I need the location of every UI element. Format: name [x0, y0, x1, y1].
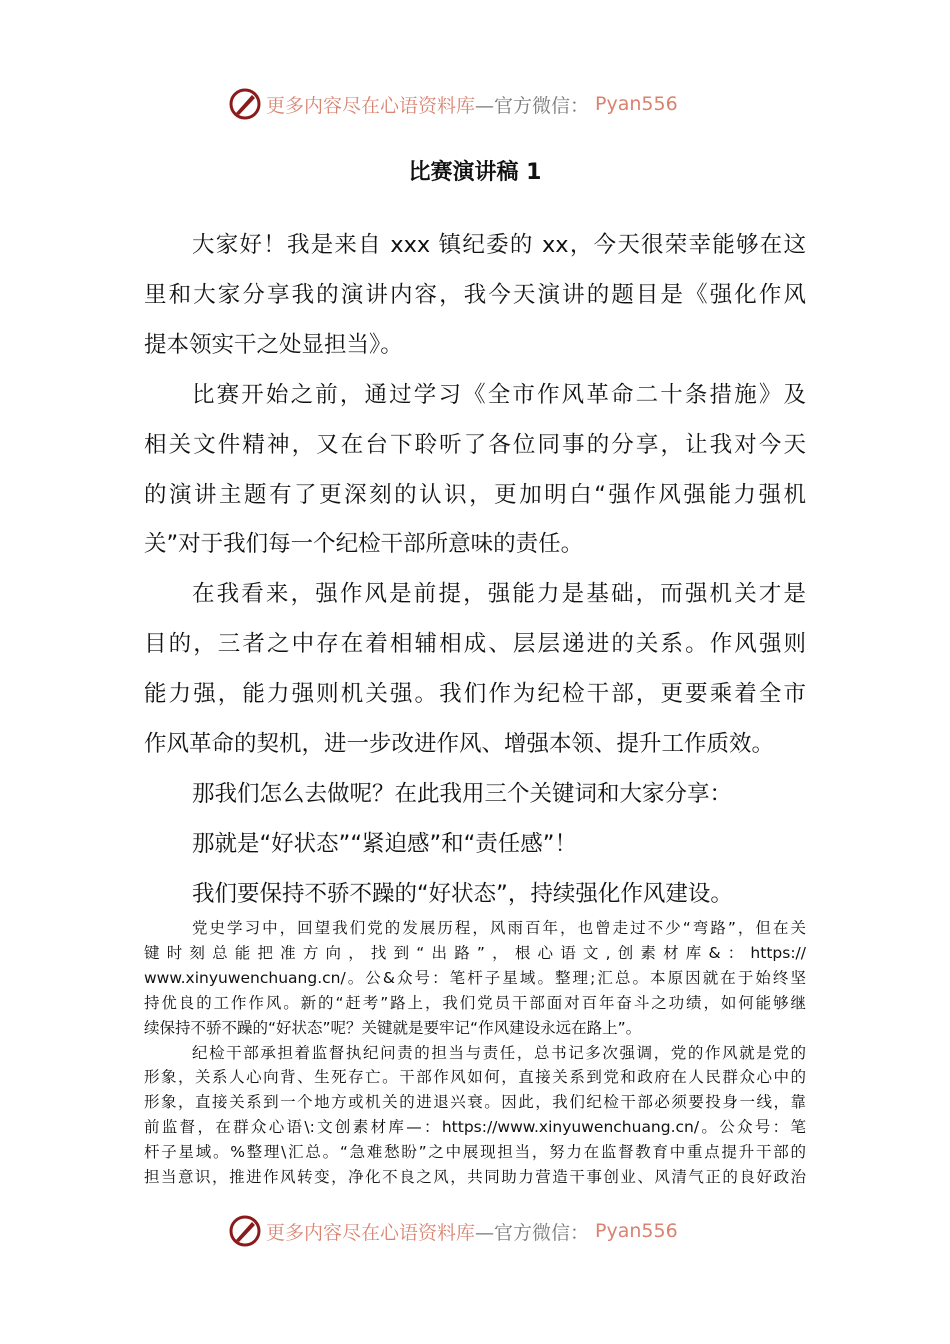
header-watermark — [228, 86, 678, 122]
pen-logo-icon — [228, 1214, 262, 1248]
watermark-wechat-id: Pyan556 — [595, 93, 678, 115]
text-line: 能力强，能力强则机关强。我们作为纪检干部，更要乘着全市 — [144, 681, 806, 708]
text-line: 杆子星域。%整理\汇总。“急难愁盼”之中展现担当，努力在监督教育中重点提升干部的 — [144, 1143, 806, 1162]
text-line: 我们要保持不骄不躁的“好状态”，持续强化作风建设。 — [192, 880, 733, 907]
text-line: 在我看来，强作风是前提，强能力是基础，而强机关才是 — [192, 581, 806, 608]
text-line: 里和大家分享我的演讲内容，我今天演讲的题目是《强化作风 — [144, 281, 806, 308]
text-line: 键时刻总能把准方向，找到“出路”，根心语文,创素材库&：https:// — [144, 943, 806, 962]
text-line: 持优良的工作作风。新的“赶考”路上，我们党员干部面对百年奋斗之功绩，如何能够继 — [144, 993, 806, 1012]
text-line: 担当意识，推进作风转变，净化不良之风，共同助力营造干事创业、风清气正的良好政治 — [144, 1168, 806, 1186]
watermark-wechat-id: Pyan556 — [595, 1220, 678, 1242]
text-line: 相关文件精神，又在台下聆听了各位同事的分享，让我对今天 — [144, 431, 806, 458]
document-title: 比赛演讲稿 1 — [408, 160, 542, 185]
text-line: 党史学习中，回望我们党的发展历程，风雨百年，也曾走过不少“弯路”，但在关 — [192, 919, 806, 937]
text-line: 续保持不骄不躁的“好状态”呢？关键就是要牢记“作风建设永远在路上”。 — [144, 1018, 642, 1037]
text-line: 纪检干部承担着监督执纪问责的担当与责任，总书记多次强调，党的作风就是党的 — [192, 1043, 806, 1062]
text-line: 形象，关系人心向背、生死存亡。干部作风如何，直接关系到党和政府在人民群众心中的 — [144, 1068, 806, 1087]
watermark-text: 更多内容尽在心语资料库 — [266, 1221, 476, 1244]
pen-logo-icon — [228, 87, 262, 121]
text-line: 前监督，在群众心语\:文创素材库—：https://www.xinyuwenchuang.cn/。公众号：笔 — [144, 1118, 806, 1137]
watermark-separator: —官方微信： — [475, 94, 590, 117]
text-line: 的演讲主题有了更深刻的认识，更加明白“强作风强能力强机 — [144, 481, 806, 508]
text-line: 那就是“好状态”“紧迫感”和“责任感”！ — [192, 830, 577, 857]
text-line: 大家好！我是来自 xxx 镇纪委的 xx，今天很荣幸能够在这 — [192, 232, 806, 258]
text-line: 提本领实干之处显担当》。 — [144, 331, 403, 358]
text-line: www.xinyuwenchuang.cn/。公&众号：笔杆子星域。整理;汇总。本原因就在于始终坚 — [144, 968, 806, 987]
watermark-separator: —官方微信： — [475, 1221, 590, 1244]
watermark-text: 更多内容尽在心语资料库 — [266, 94, 476, 117]
text-line: 比赛开始之前，通过学习《全市作风革命二十条措施》及 — [192, 381, 806, 408]
text-line: 作风革命的契机，进一步改进作风、增强本领、提升工作质效。 — [144, 731, 775, 757]
footer-watermark — [228, 1213, 678, 1249]
text-line: 那我们怎么去做呢？在此我用三个关键词和大家分享： — [192, 780, 733, 807]
text-line: 目的，三者之中存在着相辅相成、层层递进的关系。作风强则 — [144, 631, 806, 658]
text-line: 关”对于我们每一个纪检干部所意味的责任。 — [144, 531, 584, 558]
text-line: 形象，直接关系到一个地方或机关的进退兴衰。因此，我们纪检干部必须要投身一线，靠 — [144, 1093, 806, 1112]
